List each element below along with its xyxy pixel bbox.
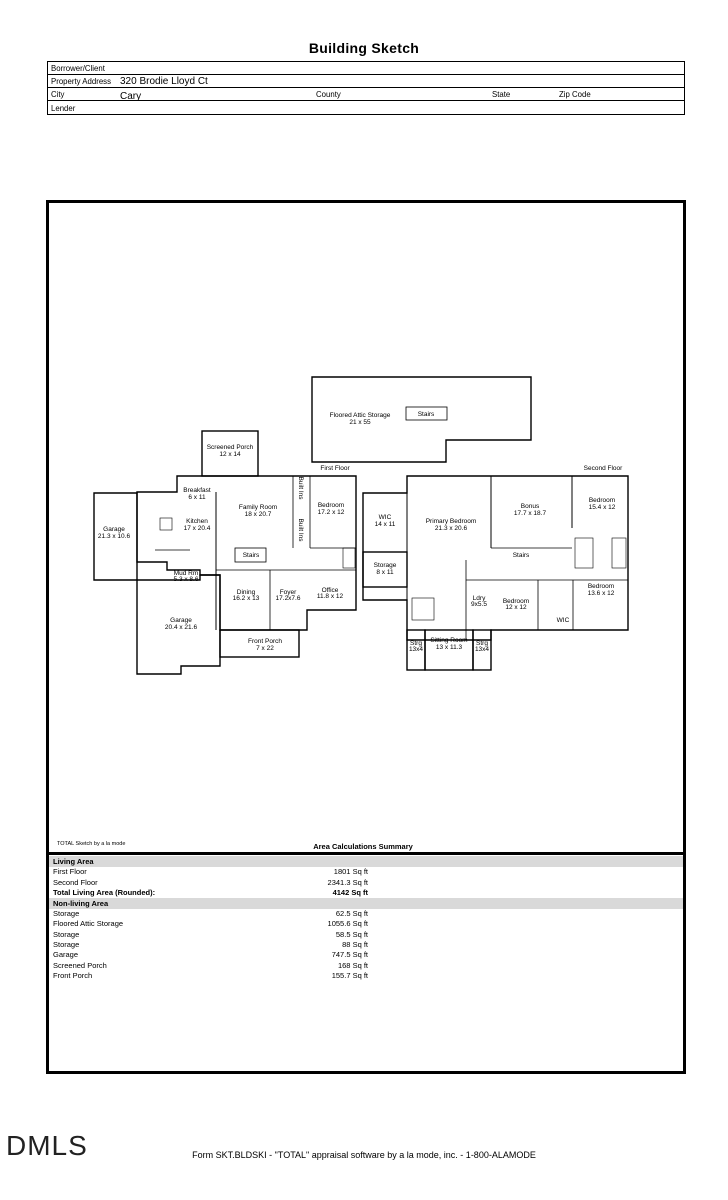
kitchen-dim: 17 x 20.4: [183, 525, 211, 532]
stairs1-label: Stairs: [242, 552, 260, 559]
breakfast-dim: 6 x 11: [188, 494, 206, 501]
property-value: 320 Brodie Lloyd Ct: [120, 76, 208, 87]
attic-label: Floored Attic Storage: [329, 412, 391, 419]
summary-row: Front Porch 155.7 Sq ft: [53, 971, 368, 980]
sketch-note: TOTAL Sketch by a la mode: [57, 841, 126, 847]
summary-row: Floored Attic Storage 1055.6 Sq ft: [53, 919, 368, 928]
front-porch-label: Front Porch: [248, 638, 282, 645]
foyer-dim: 17.2x7.6: [275, 595, 301, 602]
garage1-dim: 21.3 x 10.6: [97, 533, 131, 540]
primary-bedroom-label: Primary Bedroom: [425, 518, 477, 525]
primary-bedroom-dim: 21.3 x 20.6: [434, 525, 468, 532]
second-floor-label: Second Floor: [583, 465, 623, 472]
wic1-label: WIC: [378, 514, 392, 521]
attic-outline: [312, 377, 531, 462]
summary-row: Storage 58.5 Sq ft: [53, 930, 368, 939]
laundry-dim: 9x5.5: [471, 601, 487, 608]
sitting-room-label: Sitting Room: [430, 637, 468, 644]
summary-row: Screened Porch 168 Sq ft: [53, 961, 368, 970]
summary-title: Area Calculations Summary: [313, 842, 413, 851]
stairs2-label: Stairs: [512, 552, 530, 559]
family-room-dim: 18 x 20.7: [244, 511, 272, 518]
garage1-label: Garage: [103, 526, 125, 533]
lender-label: Lender: [51, 103, 76, 113]
bedroom1-dim: 17.2 x 12: [317, 509, 345, 516]
living-area-header: Living Area: [49, 856, 683, 867]
non-living-area-header: Non-living Area: [49, 898, 683, 909]
city-value: Cary: [120, 91, 142, 102]
total-living-row: Total Living Area (Rounded): 4142 Sq ft: [53, 888, 368, 897]
bedroom2-dim: 15.4 x 12: [588, 504, 616, 511]
bedroom2-label: Bedroom: [588, 497, 616, 504]
dining-label: Dining: [236, 589, 256, 596]
front-porch-dim: 7 x 22: [256, 645, 274, 652]
attic-stairs-label: Stairs: [417, 411, 435, 418]
summary-row: Storage 88 Sq ft: [53, 940, 368, 949]
laundry-label: Ldry: [472, 595, 486, 602]
mud-room-label: Mud Rm: [173, 570, 199, 577]
bedroom4-label: Bedroom: [587, 583, 615, 590]
dining-dim: 16.2 x 13: [232, 595, 260, 602]
state-label: State: [492, 89, 511, 99]
storage-label: Storage: [373, 562, 397, 569]
foyer-label: Foyer: [279, 589, 297, 596]
summary-row: First Floor 1801 Sq ft: [53, 867, 368, 876]
bonus-label: Bonus: [520, 503, 540, 510]
bedroom1-label: Bedroom: [317, 502, 345, 509]
builtins-2-label: Built Ins: [297, 518, 304, 542]
property-label: Property Address: [51, 76, 111, 86]
city-label: City: [51, 89, 65, 99]
bonus-dim: 17.7 x 18.7: [513, 510, 547, 517]
family-room-label: Family Room: [238, 504, 278, 511]
screened-porch-label: Screened Porch: [206, 444, 254, 451]
bedroom3-dim: 12 x 12: [505, 604, 527, 611]
wic2-label: WIC: [556, 617, 570, 624]
summary-row: Storage 62.5 Sq ft: [53, 909, 368, 918]
office-label: Office: [321, 587, 339, 594]
storage-dim: 8 x 11: [376, 569, 394, 576]
page-title: Building Sketch: [308, 40, 420, 56]
attic-dim: 21 x 55: [349, 419, 371, 426]
summary-divider: [48, 852, 684, 855]
breakfast-label: Breakfast: [183, 487, 211, 494]
county-label: County: [316, 89, 341, 99]
strg1-label: Strg: [410, 640, 422, 647]
garage2-dim: 20.4 x 21.6: [164, 624, 198, 631]
garage2-label: Garage: [170, 617, 192, 624]
zip-label: Zip Code: [559, 89, 591, 99]
sitting-room-dim: 13 x 11.3: [435, 644, 463, 651]
summary-row: Garage 747.5 Sq ft: [53, 950, 368, 959]
dmls-logo: DMLS: [6, 1130, 88, 1161]
strg2-label: Strg: [476, 640, 488, 647]
screened-porch-dim: 12 x 14: [219, 451, 241, 458]
borrower-label: Borrower/Client: [51, 63, 105, 73]
kitchen-label: Kitchen: [186, 518, 208, 525]
bedroom3-label: Bedroom: [502, 598, 530, 605]
wic1-dim: 14 x 11: [374, 521, 396, 528]
strg1-dim: 13x4: [408, 646, 424, 653]
mud-room-dim: 5.3 x 8.6: [173, 576, 199, 583]
summary-row: Second Floor 2341.3 Sq ft: [53, 878, 368, 887]
office-dim: 11.8 x 12: [316, 593, 344, 600]
first-floor-label: First Floor: [320, 465, 350, 472]
form-footer: Form SKT.BLDSKI - "TOTAL" appraisal software by a la mode, inc. - 1-800-ALAMODE: [192, 1150, 536, 1160]
bedroom4-dim: 13.6 x 12: [587, 590, 615, 597]
builtins-1-label: Built Ins: [297, 476, 304, 500]
strg2-dim: 13x4: [474, 646, 490, 653]
